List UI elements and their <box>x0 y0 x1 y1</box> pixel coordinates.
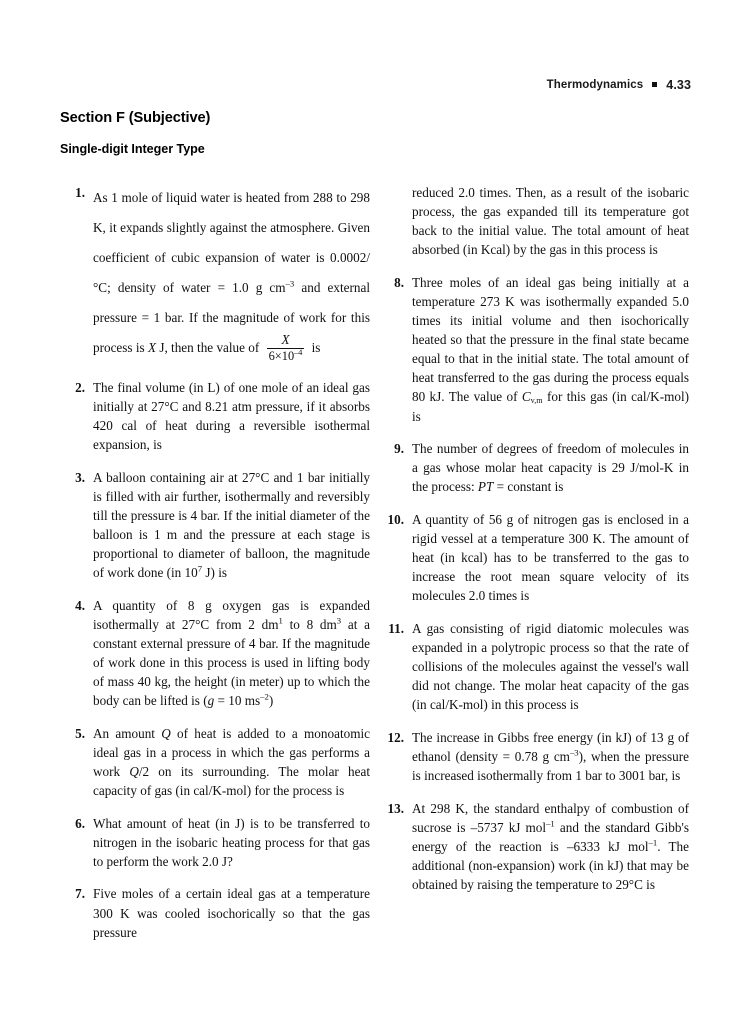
page-number: 4.33 <box>666 78 691 92</box>
q5-symbol-q-1: Q <box>161 725 171 741</box>
question-text <box>93 596 370 711</box>
q8-text-part-1: Three moles of an ideal gas being initially at a temperature 273 K was isothermally expanded 5.0 times its initial volume and then isochorically heated so that the pressure in the final state became equal to that in the initial state. The total amount of heat transferred to the gas during the process equals 80 kJ. The value of <box>412 274 689 405</box>
question-item <box>60 378 370 454</box>
running-head <box>547 78 691 92</box>
q4-text-part-5: ) <box>268 693 274 709</box>
q4-exponent-3: –2 <box>260 691 269 702</box>
question-text <box>412 728 689 785</box>
q1-fraction-denominator: $6\times 10^{-4}$ <box>268 347 303 363</box>
q1-text-part-3: J, then the value of <box>156 340 263 355</box>
section-heading: Section F (Subjective) <box>60 110 211 126</box>
question-text <box>412 273 689 426</box>
question-item <box>60 724 370 800</box>
question-item <box>379 619 689 714</box>
question-continuation-text: reduced 2.0 times. Then, as a result of the isobaric process, the gas expanded till its temperature got back to the initial value. The total amount of heat absorbed (in Kcal) by the gas in this process is <box>412 185 689 258</box>
q8-symbol-cvm: C <box>521 389 531 405</box>
right-column <box>379 183 689 955</box>
question-text <box>412 799 689 894</box>
q3-text-part-1: A balloon containing air at 27°C and 1 bar initially is filled with air further, isothermally and reversibly till the pressure is 4 bar. If the initial diameter of the balloon is 1 m and the pressure at each stage is proportional to diameter of balloon, the magnitude of work done (in 10 <box>93 469 370 581</box>
q13-exponent-2: –1 <box>648 837 658 848</box>
question-item <box>379 273 689 426</box>
q3-exponent: 7 <box>197 563 203 574</box>
q4-text-part-2: to 8 dm <box>282 616 337 632</box>
question-number: 3. <box>75 469 85 485</box>
q1-fraction-denominator-exponent: –4 <box>294 347 303 357</box>
q1-text-tail: is <box>308 340 321 355</box>
q5-symbol-q-2: Q <box>129 763 139 779</box>
question-item <box>60 884 370 941</box>
q8-symbol-cvm-subscript: v,m <box>530 396 543 406</box>
question-item <box>60 814 370 871</box>
question-number: 13. <box>387 800 404 816</box>
chapter-title: Thermodynamics <box>546 79 644 91</box>
q1-fraction-numerator: X <box>281 331 290 347</box>
q9-symbol-pt: PT <box>477 479 494 495</box>
q4-text-part-1: A quantity of 8 g oxygen gas is expanded isothermally at 27°C from 2 dm <box>93 597 370 632</box>
question-number: 12. <box>387 729 404 745</box>
q8-text-part-2: for this gas (in cal/K-mol) is <box>412 389 689 424</box>
two-column-body <box>0 183 739 955</box>
question-text: A gas consisting of rigid diatomic molecules was expanded in a polytropic process so that the rate of collisions of the molecules against the vessel's wall did not change. The molar heat capacity of the gas (in cal/K-mol) in this process is <box>412 620 689 713</box>
q4-text-part-3: at a constant external pressure of 4 bar. If the magnitude of work done in this process is used in lifting body of mass 40 kg, the height (in meter) up to which the body can be lifted is ( <box>93 616 371 709</box>
q1-text-part-2: and external pressure = 1 bar. If the magnitude of work for this process is <box>93 280 370 355</box>
question-number: 7. <box>75 886 85 902</box>
q13-text-part-3: . The additional (non-expansion) work (in kJ) that may be obtained by raising the temperature to 29°C is <box>412 838 690 892</box>
q5-text-part-3: /2 on its surrounding. The molar heat capacity of gas (in cal/K-mol) for the process is <box>93 763 370 799</box>
question-item <box>60 468 370 583</box>
question-text: A quantity of 56 g of nitrogen gas is enclosed in a rigid vessel at a temperature 300 K. The amount of heat (in kcal) has to be transferred to the gas to increase the root mean square velocity of its molecules 2.0 times is <box>412 511 689 604</box>
question-text: Five moles of a certain ideal gas at a temperature 300 K was cooled isochorically so that the gas pressure <box>93 886 370 940</box>
q13-exponent-1: –1 <box>546 818 555 829</box>
q1-fraction <box>267 333 305 364</box>
question-number: 8. <box>394 274 404 290</box>
q12-exponent-1: –3 <box>569 747 579 758</box>
question-item <box>60 596 370 711</box>
question-number: 4. <box>75 597 85 613</box>
q5-text-part-1: An amount <box>93 725 162 741</box>
question-number: 2. <box>75 379 85 395</box>
left-column <box>60 183 370 955</box>
question-number: 9. <box>394 441 404 457</box>
question-item <box>379 510 689 605</box>
question-text <box>93 724 370 800</box>
question-text: What amount of heat (in J) is to be transferred to nitrogen in the isobaric heating process for that gas to perform the work 2.0 J? <box>93 815 370 869</box>
question-number: 1. <box>75 185 85 200</box>
q3-text-tail: J) is <box>202 565 228 581</box>
question-item <box>379 439 689 496</box>
q9-text-part-1: The number of degrees of freedom of molecules in a gas whose molar heat capacity is 29 J/mol-K in the process: <box>412 441 689 495</box>
q4-exponent-1: 1 <box>278 615 283 626</box>
question-item <box>60 183 370 364</box>
q4-exponent-2: 3 <box>336 615 342 626</box>
square-bullet-icon <box>652 82 657 87</box>
q4-text-part-4: = 10 ms <box>214 693 261 709</box>
q13-text-part-2: and the standard Gibb's energy of the reaction is –6333 kJ mol <box>412 819 689 854</box>
q1-text-part-1: As 1 mole of liquid water is heated from 288 to 298 K, it expands slightly against the atmosphere. Given coefficient of cubic expansion of water is 0.0002/°C; density of water = 1.0 g cm <box>93 190 370 295</box>
question-text <box>93 183 370 364</box>
q5-text-part-2: of heat is added to a monoatomic ideal gas in a process in which the gas performs a work <box>93 725 370 779</box>
q12-text-part-2: ), when the pressure is increased isothermally from 1 bar to 3001 bar, is <box>412 748 689 784</box>
question-number: 6. <box>75 815 85 831</box>
q12-text-part-1: The increase in Gibbs free energy (in kJ) of 13 g of ethanol (density = 0.78 g cm <box>412 729 689 764</box>
q1-variable-x: X <box>147 340 157 355</box>
subsection-heading: Single-digit Integer Type <box>60 142 205 156</box>
question-item <box>379 728 689 785</box>
q1-density-exponent: –3 <box>285 278 295 289</box>
q13-text-part-1: At 298 K, the standard enthalpy of combustion of sucrose is –5737 kJ mol <box>412 800 689 835</box>
question-number: 11. <box>388 620 404 636</box>
q9-text-part-2: = constant is <box>493 479 564 495</box>
question-item <box>379 799 689 894</box>
question-text <box>412 439 689 496</box>
question-text: The final volume (in L) of one mole of an ideal gas initially at 27°C and 8.21 atm pressure, if it absorbs 420 cal of heat during a reversible isothermal expansion, is <box>93 379 370 453</box>
question-text <box>93 468 370 583</box>
question-number: 10. <box>387 511 404 527</box>
q4-symbol-g: g <box>207 693 215 709</box>
question-number: 5. <box>75 725 85 741</box>
